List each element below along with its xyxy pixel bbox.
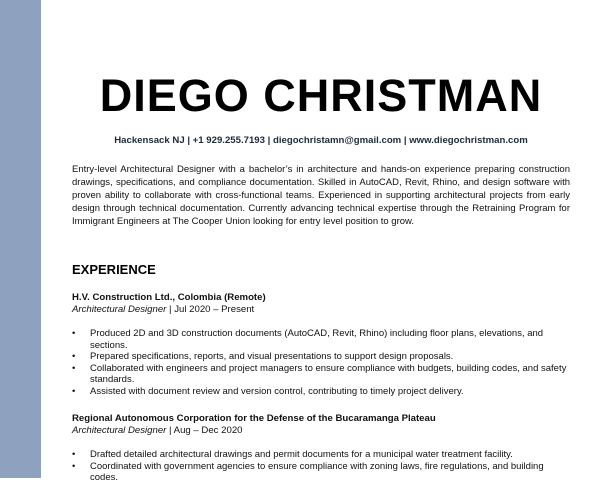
job-meta bbox=[72, 425, 570, 437]
side-accent-bar bbox=[0, 0, 41, 478]
job-company: H.V. Construction Ltd., Colombia (Remote) bbox=[72, 292, 266, 303]
job-bullets bbox=[72, 328, 570, 397]
bullet-text: Produced 2D and 3D construction documents (AutoCAD, Revit, Rhino) including floor plans, elevations, and sections. bbox=[90, 328, 544, 351]
bullet-item bbox=[72, 328, 570, 351]
job-entry bbox=[72, 292, 570, 397]
bullet-text: Collaborated with engineers and project managers to ensure compliance with budgets, building codes, and safety standards. bbox=[90, 362, 567, 385]
job-dates: | Jul 2020 – Present bbox=[166, 304, 255, 315]
bullet-text: Prepared specifications, reports, and visual presentations to support design proposals. bbox=[90, 351, 454, 362]
bullet-item bbox=[72, 351, 570, 363]
job-entry bbox=[72, 413, 570, 484]
bullet-text: Drafted detailed architectural drawings and permit documents for a municipal water treatment facility. bbox=[90, 449, 513, 460]
job-company: Regional Autonomous Corporation for the Defense of the Bucaramanga Plateau bbox=[72, 413, 436, 424]
bullet-icon: • bbox=[72, 385, 76, 397]
job-meta bbox=[72, 304, 570, 316]
bullet-icon: • bbox=[72, 351, 76, 362]
job-dates: | Aug – Dec 2020 bbox=[166, 425, 243, 436]
bullet-icon: • bbox=[72, 328, 76, 339]
bullet-icon: • bbox=[72, 449, 76, 460]
candidate-name: DIEGO CHRISTMAN bbox=[99, 70, 543, 121]
experience-heading: EXPERIENCE bbox=[72, 262, 156, 277]
job-bullets bbox=[72, 449, 570, 484]
job-role: Architectural Designer bbox=[72, 425, 167, 436]
bullet-icon: • bbox=[72, 362, 76, 374]
bullet-item bbox=[72, 461, 570, 484]
bullet-text: Assisted with document review and version control, contributing to timely project delivery. bbox=[90, 385, 464, 397]
job-role: Architectural Designer bbox=[72, 304, 167, 315]
bullet-item bbox=[72, 449, 570, 461]
professional-summary: Entry-level Architectural Designer with a bachelor’s in architecture and hands-on experience preparing construction drawings, specifications, and compliance documentation. Skilled in AutoCAD, Revit, Rhino, and design software with proven ability to collaborate with cross-functional teams. Experienced in supporting architectural projects from early design through technical documentation. Currently advancing technical expertise through the Retraining Program for Immigrant Engineers at The Cooper Union looking for entry level position to grow. bbox=[72, 164, 570, 227]
contact-line: Hackensack NJ | +1 929.255.7193 | diegochristamn@gmail.com | www.diegochristman.com bbox=[114, 135, 528, 146]
bullet-text: Coordinated with government agencies to ensure compliance with zoning laws, fire regulations, and building codes. bbox=[90, 460, 544, 483]
bullet-icon: • bbox=[72, 460, 76, 472]
bullet-item bbox=[72, 386, 570, 398]
bullet-item bbox=[72, 363, 570, 386]
